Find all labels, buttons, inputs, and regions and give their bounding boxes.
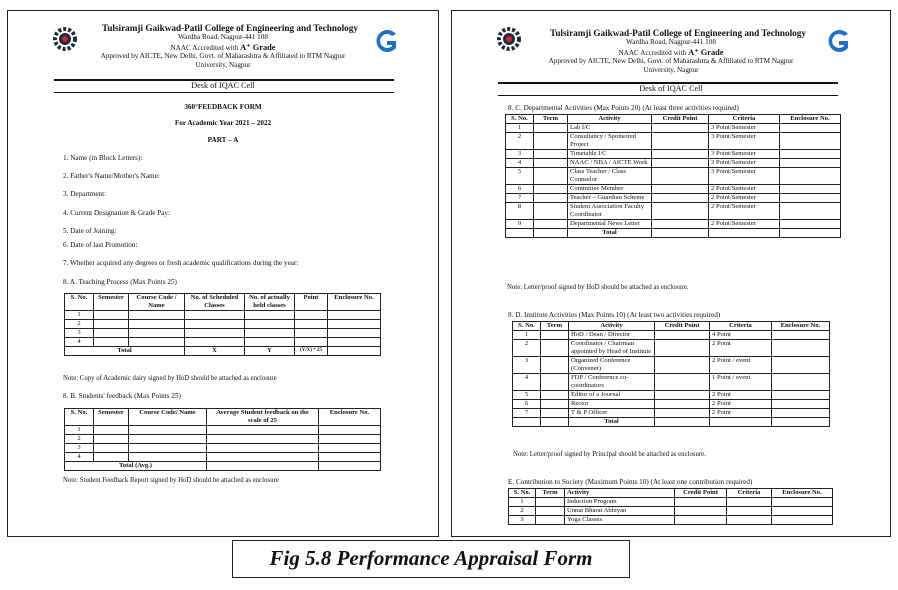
college-address: Wardha Road, Nagpur-441 108 [178, 33, 268, 41]
table-row: 4 NAAC / NBA / AICTE Work 3 Point/Semester [506, 159, 841, 168]
note-a: Note: Copy of Academic dairy signed by HoD should be attached as enclosure [63, 375, 277, 382]
section-e-title: E. Contribution to Society (Maximum Points 10) (At least one contribution required) [508, 478, 753, 486]
table-row: 1 Lab I/C 3 Point/Semester [506, 124, 841, 133]
departmental-activities-table [505, 114, 841, 238]
field-promotion-date: 6. Date of last Promotion: [63, 241, 138, 249]
table-row: 6 Committee Member 2 Point/Semester [506, 185, 841, 194]
table-row: 2 Coordinator / Chairman appointed by Head of Institute 2 Point [513, 340, 830, 357]
desk-label: Desk of IQAC Cell [191, 81, 255, 90]
institute-activities-table [512, 321, 830, 427]
table-row: 8 Student Association Faculty Coordinator 2 Point/Semester [506, 203, 841, 220]
section-c-title: 8. C. Departmental Activities (Max Points 20) (At least three activities required) [508, 104, 739, 112]
table-row: 1 Induction Program [509, 498, 833, 507]
note-b: Note: Student Feedback Report signed by HoD should be attached as enclosure [63, 477, 279, 484]
table-row: 4 [65, 338, 381, 347]
total-row: Total [513, 418, 830, 427]
total-row: Total (Avg.) [65, 462, 381, 471]
table-row: 4 FDP / Conference co-coordinators 1 Point / event [513, 374, 830, 391]
figure-caption: Fig 5.8 Performance Appraisal Form [269, 546, 593, 570]
field-qualifications: 7. Whether acquired any degrees or fresh academic qualifications during the year: [63, 259, 299, 267]
letterhead [452, 28, 890, 75]
header-rule-bottom [54, 92, 394, 93]
table-row: 3 [65, 444, 381, 453]
table-row: 2 Unnat Bharat Abhiyan [509, 507, 833, 516]
table-row: 4 [65, 453, 381, 462]
table-row: 6 Rector 2 Point [513, 400, 830, 409]
section-b-title: 8. B. Students' feedback (Max Points 25) [63, 392, 181, 400]
field-department: 3. Department: [63, 190, 107, 198]
field-designation: 4. Current Designation & Grade Pay: [63, 209, 170, 217]
college-name: Tulsiramji Gaikwad-Patil College of Engineering and Technology [102, 23, 358, 33]
student-feedback-table [64, 408, 381, 471]
table-row: 1 HoD / Dean / Director 4 Point [513, 331, 830, 340]
part-heading: PART – A [207, 136, 239, 144]
table-header-row: S. No. Semester Course Code / Name No. of Scheduled Classes No. of actually held classes Point Enclosure No. [65, 294, 381, 311]
figure-caption-box [232, 540, 630, 578]
teaching-process-table [64, 293, 381, 356]
college-address: Wardha Road, Nagpur-441 108 [626, 38, 716, 46]
total-row: Total [506, 229, 841, 238]
note-c: Note: Letter/proof signed by HoD should be attached as enclosure. [507, 284, 689, 291]
contribution-society-table [508, 488, 833, 525]
header-rule-bottom [498, 95, 838, 96]
table-row: 3 Timetable I/C 3 Point/Semester [506, 150, 841, 159]
table-row: 3 Organized Conference (Convener) 2 Point / event [513, 357, 830, 374]
naac-line: NAAC Accredited with A⁺ Grade [618, 48, 724, 57]
right-page [451, 10, 891, 537]
field-parent-name: 2. Father's Name/Mother's Name: [63, 172, 160, 180]
table-row: 2 Consultancy / Sponsored Project 3 Point/Semester [506, 133, 841, 150]
section-a-title: 8. A. Teaching Process (Max Points 25) [63, 278, 177, 286]
table-row: 2 [65, 435, 381, 444]
academic-year: For Academic Year 2021 – 2022 [174, 119, 272, 127]
desk-label: Desk of IQAC Cell [639, 84, 703, 93]
table-header-row: S. No. Term Activity Credit Point Criteria Enclosure No. [506, 115, 841, 124]
table-row: 5 Editor of a Journal 2 Point [513, 391, 830, 400]
table-header-row: S. No. Term Activity Credit Point Criteria Enclosure No. [513, 322, 830, 331]
note-d: Note: Letter/proof signed by Principal should be attached as enclosure. [513, 451, 706, 458]
section-d-title: 8. D. Institute Activities (Max Points 10) (At least two activities required) [508, 311, 721, 319]
table-row: 1 [65, 311, 381, 320]
table-row: 3 Yoga Classes [509, 516, 833, 525]
naac-line: NAAC Accredited with A⁺ Grade [170, 43, 276, 52]
table-header-row: S. No. Semester Course Code/ Name Average Student feedback on the scale of 25 Enclosure No. [65, 409, 381, 426]
university-line: University, Nagpur [195, 61, 251, 69]
college-name: Tulsiramji Gaikwad-Patil College of Engineering and Technology [550, 28, 806, 38]
total-row: Total X Y (Y/X) * 25 [65, 347, 381, 356]
table-row: 5 Class Teacher / Class Counselor 3 Point/Semester [506, 168, 841, 185]
letterhead [8, 23, 438, 70]
table-row: 7 T & P Officer 2 Point [513, 409, 830, 418]
table-row: 2 [65, 320, 381, 329]
field-name: 1. Name (in Block Letters): [63, 154, 143, 162]
table-row: 3 [65, 329, 381, 338]
table-row: 1 [65, 426, 381, 435]
form-title: 360°FEEDBACK FORM [184, 103, 262, 111]
table-row: 7 Teacher – Guardian Scheme 2 Point/Semester [506, 194, 841, 203]
table-row: 9 Departmental News Letter 2 Point/Semester [506, 220, 841, 229]
left-page [7, 10, 439, 537]
approval-line: Approved by AICTE, New Delhi, Govt. of Maharashtra & Affiliated to RTM Nagpur [548, 57, 794, 65]
approval-line: Approved by AICTE, New Delhi, Govt. of Maharashtra & Affiliated to RTM Nagpur [100, 52, 346, 60]
university-line: University, Nagpur [643, 66, 699, 74]
field-joining-date: 5. Date of Joining: [63, 227, 117, 235]
table-header-row: S. No. Term Activity Credit Point Criteria Enclosure No. [509, 489, 833, 498]
